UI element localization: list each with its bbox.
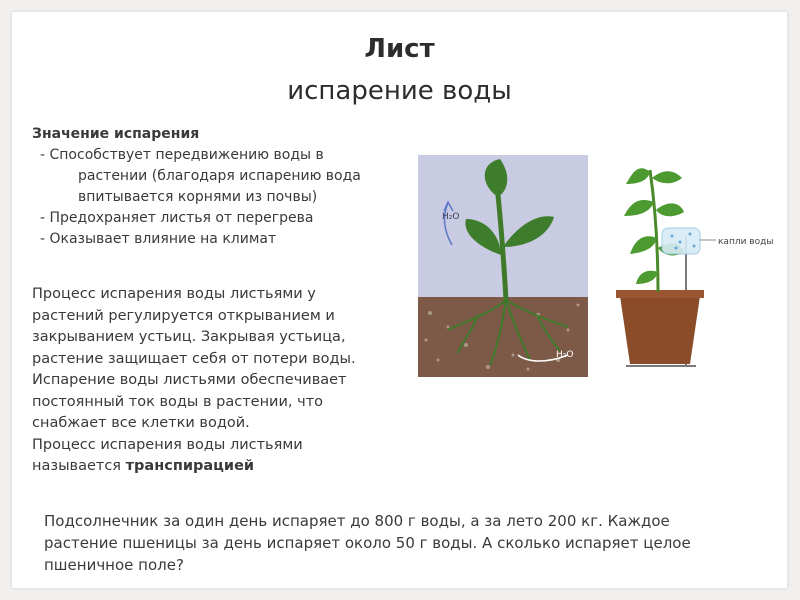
process-line-5: Испарение воды листьями обеспечивает	[32, 372, 347, 388]
h2o-label-bottom: H₂O	[556, 350, 574, 360]
process-line-3: закрыванием устьиц. Закрывая устьица,	[32, 329, 346, 345]
significance-block	[32, 124, 422, 250]
process-line-7: снабжает все клетки водой.	[32, 415, 250, 431]
fact-paragraph	[44, 510, 744, 576]
process-line-2: растений регулируется открыванием и	[32, 307, 335, 324]
bullet-1-line-3: впитывается корнями из почвы)	[78, 189, 318, 205]
process-line-8: Процесс испарения воды листьями	[32, 436, 303, 453]
slide-title: Лист	[364, 34, 435, 64]
water-drops-label: капли воды	[718, 237, 774, 247]
fact-line-2: растение пшеницы за день испаряет около 50 г воды. А сколько испаряет целое	[44, 534, 691, 552]
process-block	[32, 284, 422, 478]
transpiration-term: транспирацией	[125, 458, 255, 474]
soil	[418, 297, 588, 377]
h2o-label-top: H₂O	[442, 212, 460, 222]
process-line-9-text: называется	[32, 458, 126, 474]
flower-pot	[620, 296, 700, 364]
pot-rim	[616, 290, 704, 298]
slide-subtitle: испарение воды	[287, 76, 512, 106]
process-line-1: Процесс испарения воды листьями у	[32, 286, 316, 302]
plant-soil-illustration	[418, 155, 588, 377]
process-line-4: растение защищает себя от потери воды.	[32, 350, 356, 367]
process-line-6: постоянный ток воды в растении, что	[32, 393, 324, 410]
bullet-1-line-2: растении (благодаря испарению вода	[78, 168, 361, 184]
fact-line-3: пшеничное поле?	[44, 556, 184, 574]
fact-line-1: Подсолнечник за один день испаряет до 800 г воды, а за лето 200 кг. Каждое	[44, 512, 670, 530]
bullet-2: - Предохраняет листья от перегрева	[40, 210, 314, 226]
bullet-3: - Оказывает влияние на климат	[40, 231, 277, 247]
slide	[12, 12, 787, 588]
potted-plant-illustration	[602, 152, 782, 384]
potted-plant-leaves	[624, 168, 684, 284]
process-line-9	[32, 456, 422, 478]
significance-heading: Значение испарения	[32, 126, 200, 142]
bullet-1-line-1: - Способствует передвижению воды в	[40, 147, 324, 163]
